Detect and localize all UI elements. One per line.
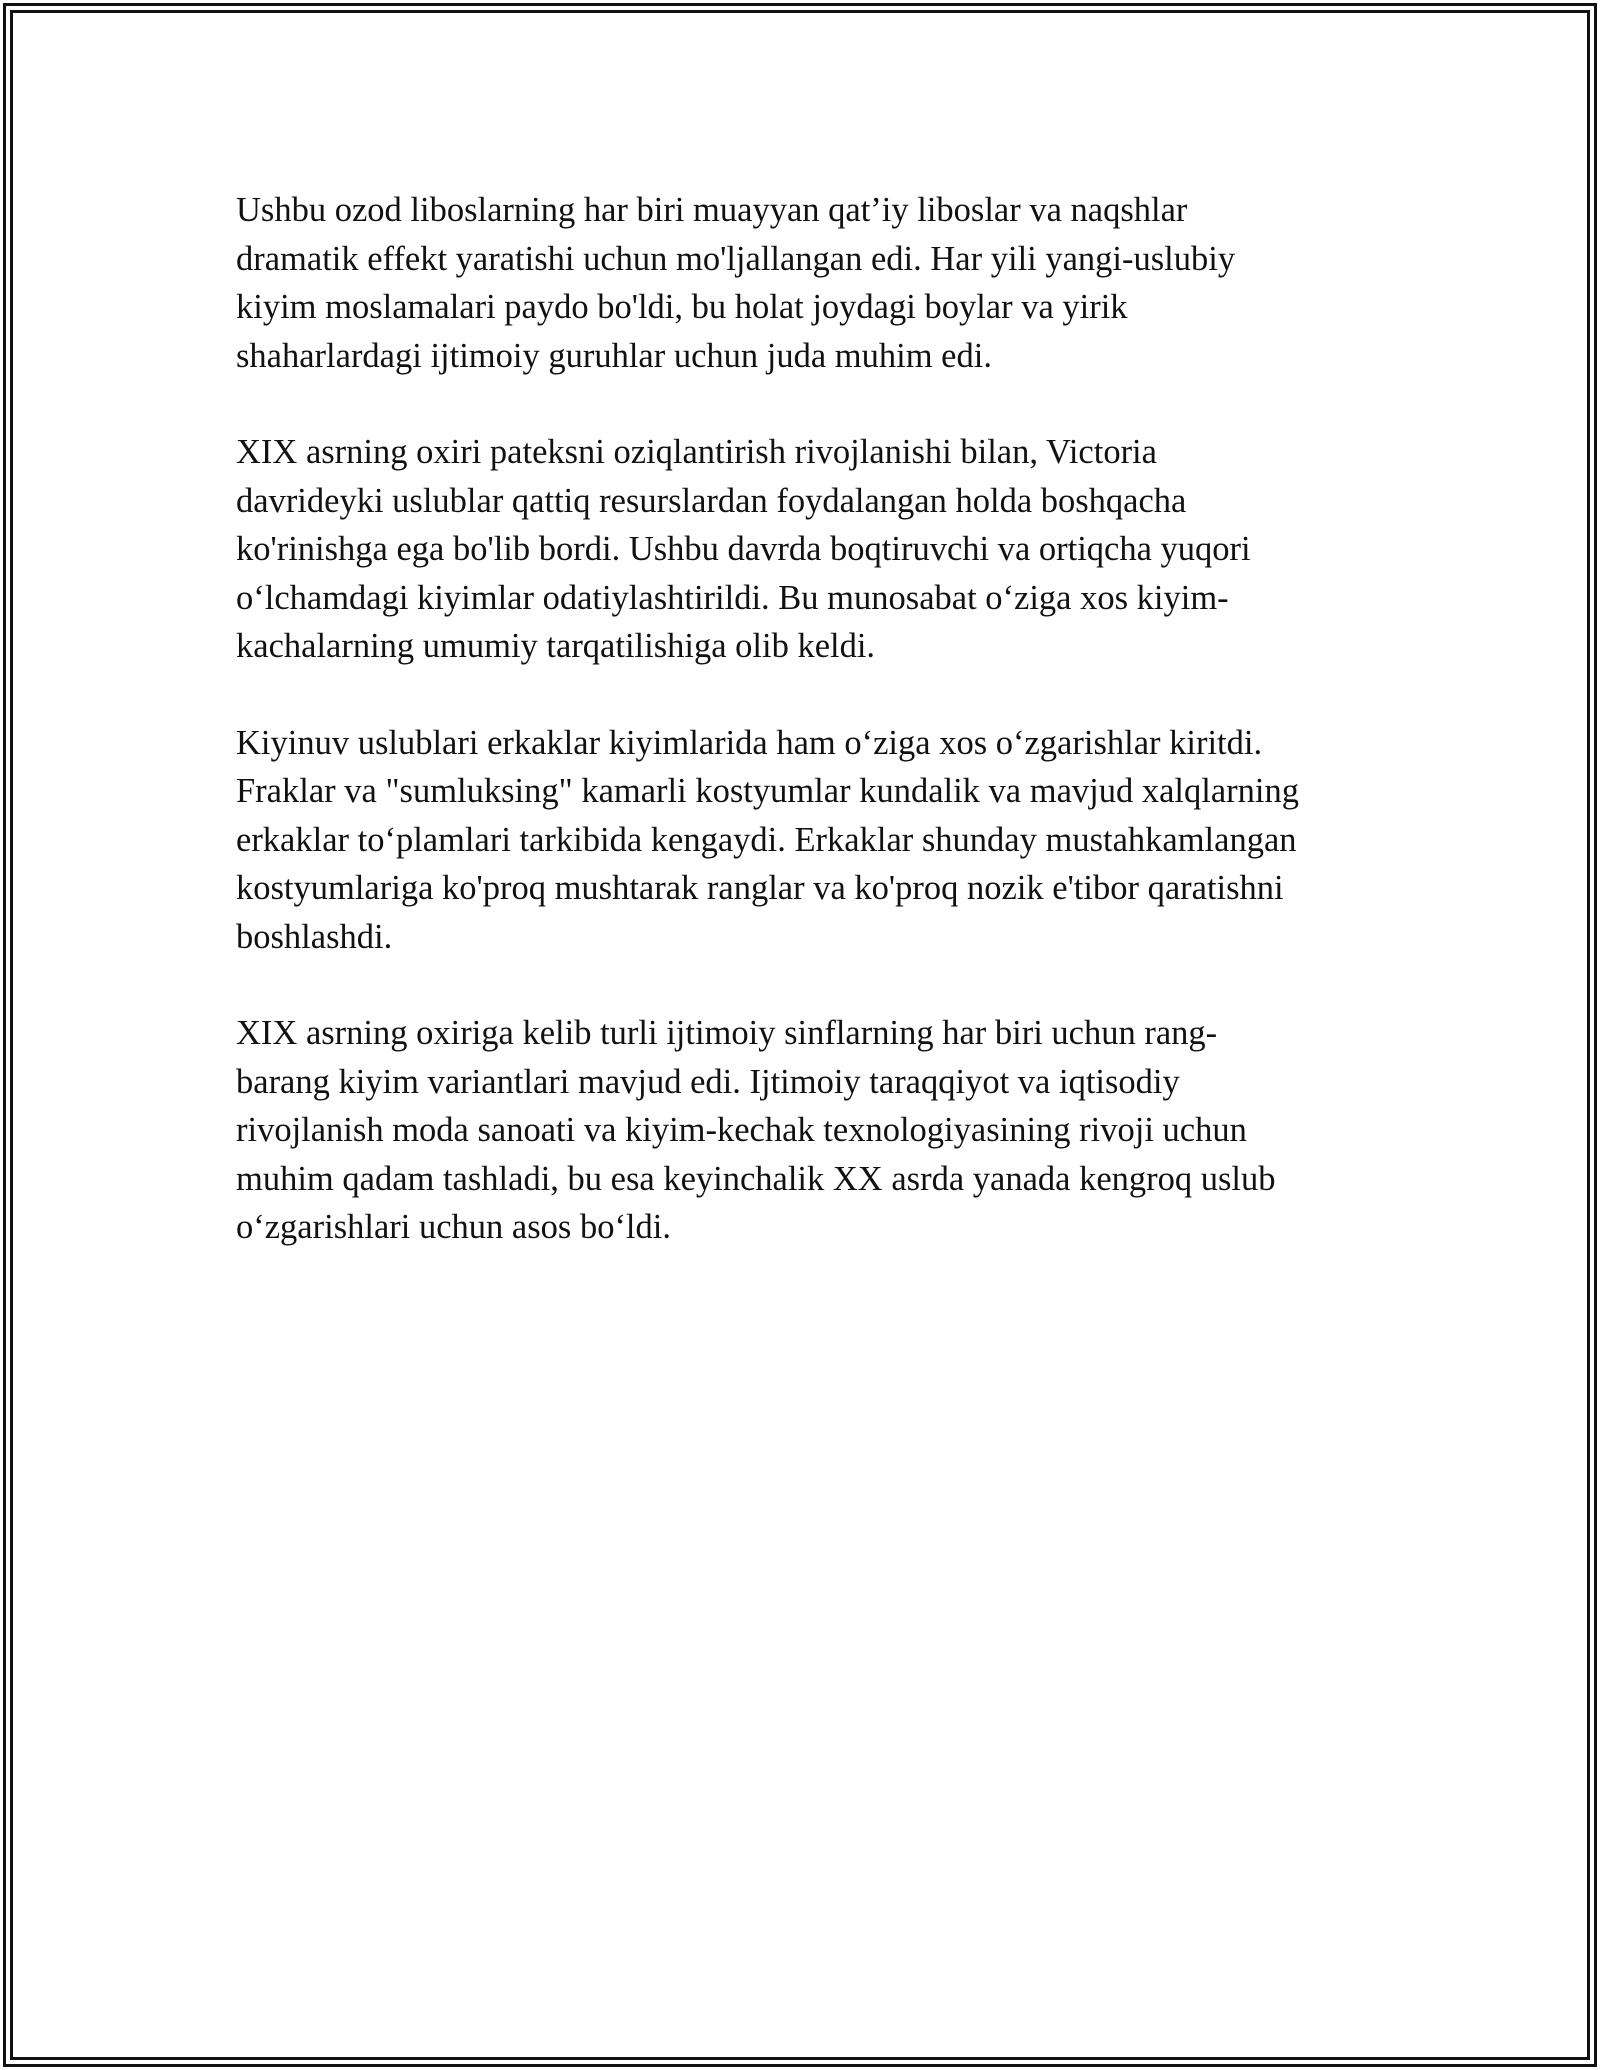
document-body <box>236 186 1372 1300</box>
paragraph-2: XIX asrning oxiri pateksni oziqlantirish rivojlanishi bilan, Victoria davrideyki uslublar qattiq resurslardan foydalangan holda boshqacha ko'rinishga ega bo'lib bordi. Ushbu davrda boqtiruvchi va ortiqcha yuqori o‘lchamdagi kiyimlar odatiylashtirildi. Bu munosabat o‘ziga xos kiyim- kachalarning umumiy tarqatilishiga olib keldi. <box>236 433 1251 665</box>
paragraph-3: Kiyinuv uslublari erkaklar kiyimlarida ham o‘ziga xos o‘zgarishlar kiritdi. Fraklar va "sumluksing" kamarli kostyumlar kundalik va mavjud xalqlarning erkaklar to‘plamlari tarkibida kengaydi. Erkaklar shunday mustahkamlangan kostyumlariga ko'proq mushtarak ranglar va ko'proq nozik e'tibor qaratishni boshlashdi. <box>236 723 1299 956</box>
paragraph-1: Ushbu ozod liboslarning har biri muayyan qat’iy liboslar va naqshlar dramatik effekt yaratishi uchun mo'ljallangan edi. Har yili yangi-uslubiy kiyim moslamalari paydo bo'ldi, bu holat joydagi boylar va yirik shaharlardagi ijtimoiy guruhlar uchun juda muhim edi. <box>236 191 1236 375</box>
paragraph-4: XIX asrning oxiriga kelib turli ijtimoiy sinflarning har biri uchun rang- barang kiyim variantlari mavjud edi. Ijtimoiy taraqqiyot va iqtisodiy rivojlanish moda sanoati va kiyim-kechak texnologiyasining rivoji uchun muhim qadam tashladi, bu esa keyinchalik XX asrda yanada kengroq uslub o‘zgarishlari uchun asos bo‘ldi. <box>236 1014 1276 1246</box>
